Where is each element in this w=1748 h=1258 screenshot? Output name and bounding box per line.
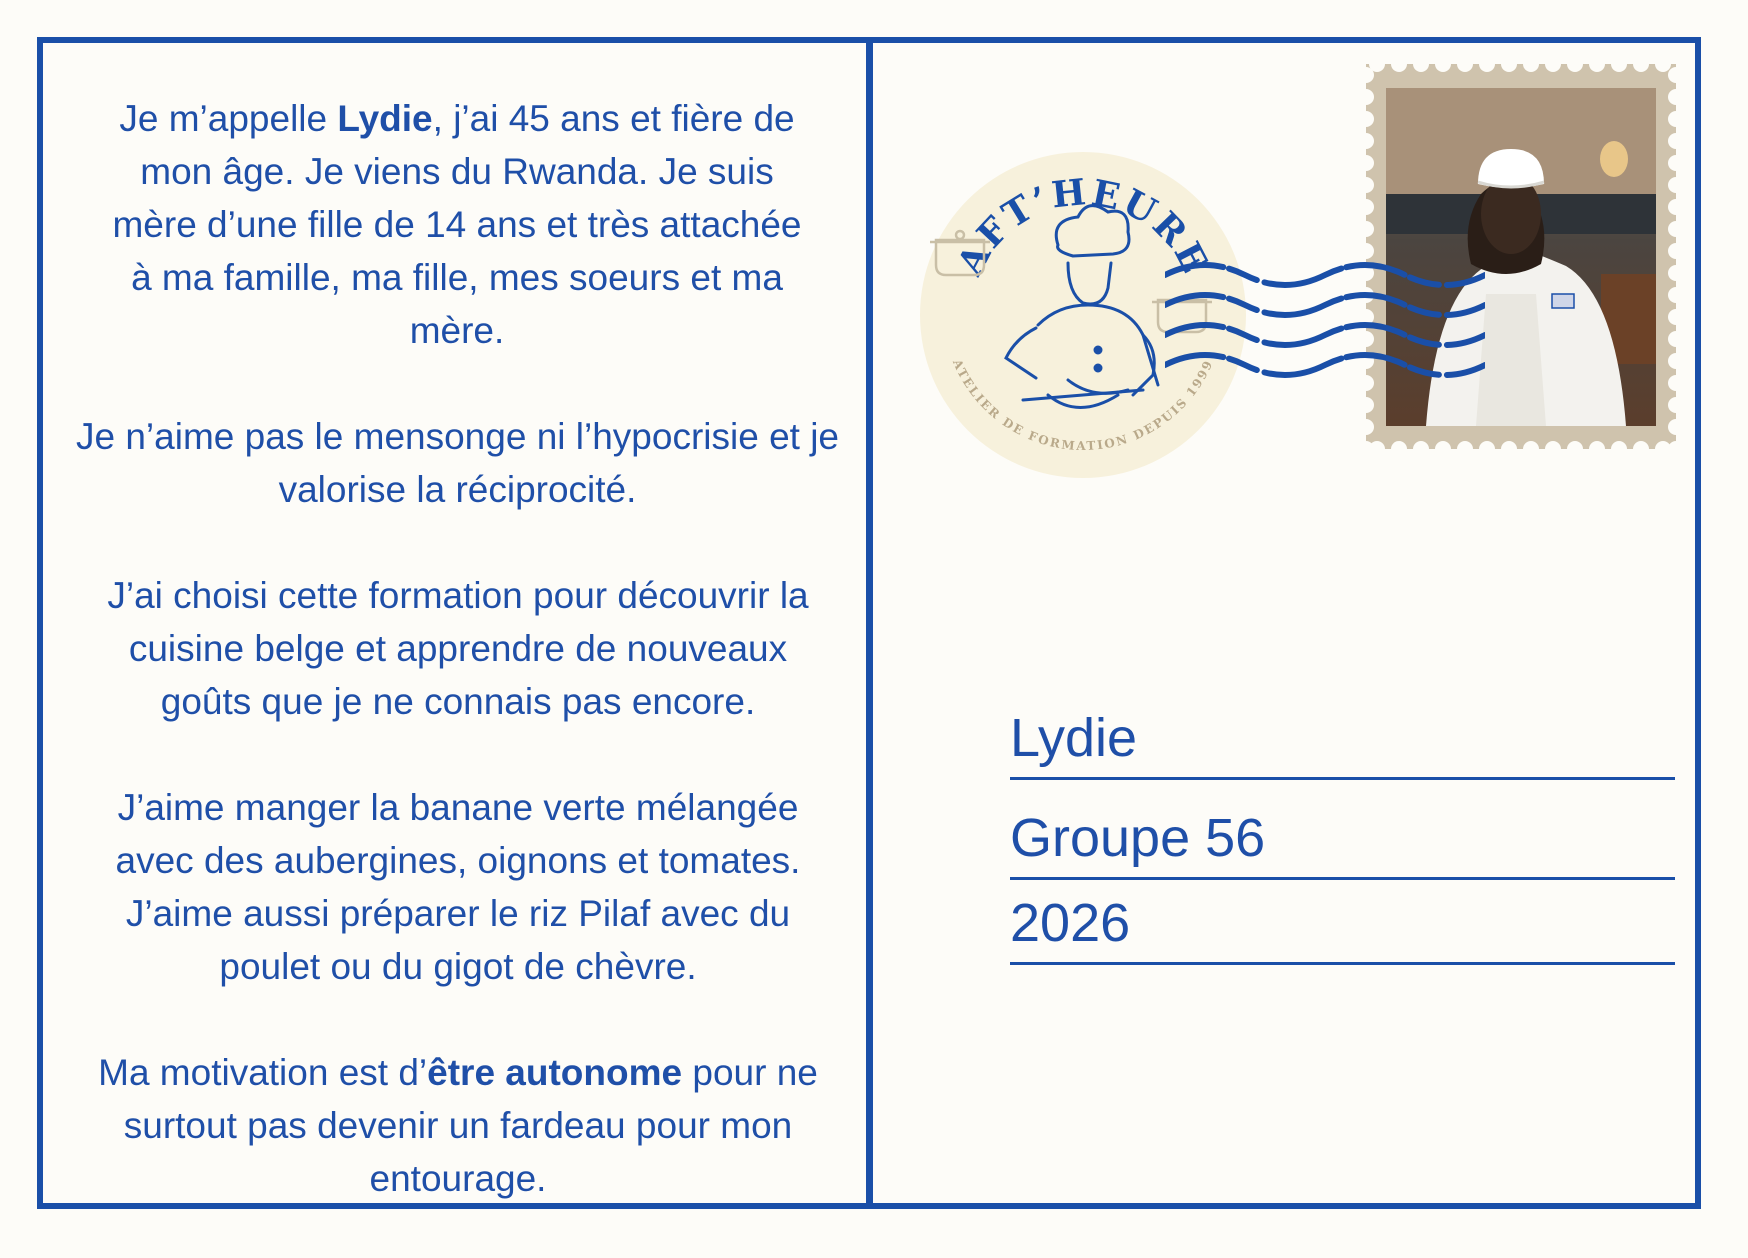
address-line-year (1010, 880, 1675, 965)
motivation-bold: être autonome (427, 1052, 683, 1093)
recipient-year: 2026 (1010, 893, 1131, 953)
paragraph-food: J’aime manger la banane verte mélangée avec des aubergines, oignons et tomates. J’aime aussi préparer le riz Pilaf avec du poulet ou du gigot de chèvre. (115, 787, 801, 987)
message-text (60, 92, 855, 1258)
motivation-text-start: Ma motivation est d’ (98, 1052, 428, 1093)
intro-name-bold: Lydie (337, 98, 433, 139)
paragraph-motivation (98, 1046, 818, 1205)
motivation-text-end: pour ne surtout pas devenir un fardeau pour mon entourage. (123, 1052, 818, 1199)
paragraph-training: J’ai choisi cette formation pour découvrir la cuisine belge et apprendre de nouveaux goûts que je ne connais pas encore. (107, 575, 809, 722)
logo-subtitle: ATELIER DE FORMATION DEPUIS 1999 (950, 357, 1216, 454)
address-line-name (1010, 685, 1675, 780)
address-line-group (1010, 780, 1675, 880)
logo-title: AFT’HEURE (949, 170, 1217, 282)
paragraph-values: Je n’aime pas le mensonge ni l’hypocrisie et je valorise la réciprocité. (75, 416, 840, 510)
address-block (1010, 685, 1675, 965)
intro-text-end: , j’ai 45 ans et fière de mon âge. Je viens du Rwanda. Je suis mère d’une fille de 14 ans et très attachée à ma famille, ma fille, mes soeurs et ma mère. (112, 98, 802, 351)
postmark-waves (1165, 255, 1485, 390)
paragraph-intro (112, 92, 802, 357)
intro-text-start: Je m’appelle (119, 98, 338, 139)
recipient-name: Lydie (1010, 708, 1138, 768)
recipient-group: Groupe 56 (1010, 808, 1266, 868)
postcard-divider (866, 37, 873, 1209)
